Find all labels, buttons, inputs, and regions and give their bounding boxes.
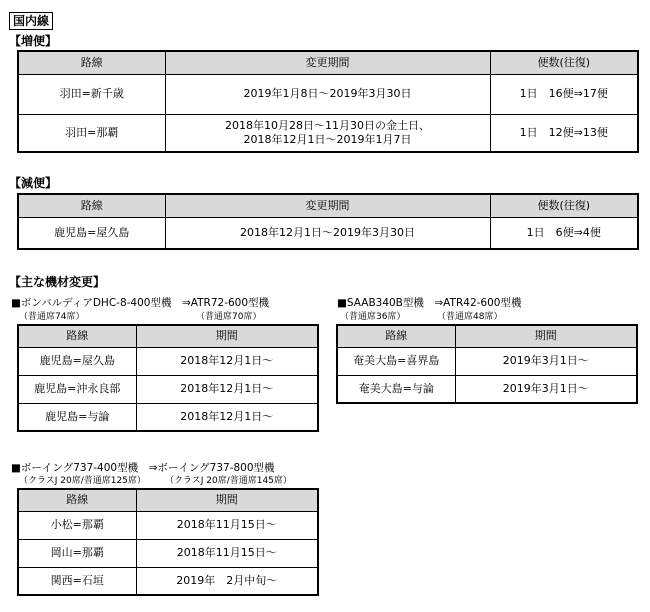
table-row — [18, 539, 318, 567]
route-cell: 鹿児島=屋久島 — [18, 217, 165, 249]
col-header-period: 変更期間 — [165, 194, 490, 217]
route-cell: 奄美大島=喜界島 — [337, 347, 455, 375]
flights-cell: 1日 6便⇒4便 — [490, 217, 638, 249]
table-row — [18, 567, 318, 595]
seats-from: （クラスJ 20席/普通席125席） — [19, 476, 146, 486]
table-header-row — [337, 325, 637, 347]
period-cell: 2019年3月1日～ — [455, 347, 637, 375]
seats-to: （普通席48席） — [437, 312, 503, 322]
table-row — [18, 217, 638, 249]
page-title: 国内線 — [9, 12, 53, 30]
col-header-route: 路線 — [337, 325, 455, 347]
period-cell: 2018年12月1日～ — [136, 403, 318, 431]
period-cell: 2018年11月15日～ — [136, 539, 318, 567]
col-header-route: 路線 — [18, 325, 136, 347]
equipment-table-dhc8 — [17, 324, 319, 432]
table-row — [18, 74, 638, 114]
route-cell: 鹿児島=与論 — [18, 403, 136, 431]
period-cell: 2018年12月1日～2019年3月30日 — [165, 217, 490, 249]
route-cell: 羽田=那覇 — [18, 114, 165, 152]
table-header-row — [18, 489, 318, 511]
period-line: 2018年12月1日～2019年1月7日 — [243, 132, 412, 146]
table-row — [18, 403, 318, 431]
table-row — [18, 511, 318, 539]
flights-cell: 1日 12便⇒13便 — [490, 114, 638, 152]
route-cell: 岡山=那覇 — [18, 539, 136, 567]
table-row — [18, 114, 638, 152]
period-cell: 2018年12月1日～ — [136, 347, 318, 375]
col-header-period: 期間 — [136, 325, 318, 347]
table-row — [337, 347, 637, 375]
equipment-caption: ■ボンバルディアDHC-8-400型機 ⇒ATR72-600型機 — [11, 297, 270, 309]
equipment-caption: ■SAAB340B型機 ⇒ATR42-600型機 — [337, 297, 522, 309]
route-cell: 鹿児島=沖永良部 — [18, 375, 136, 403]
col-header-flights: 便数(往復) — [490, 194, 638, 217]
period-line: 2019年1月8日～2019年3月30日 — [243, 87, 412, 100]
period-cell: 2019年 2月中旬～ — [136, 567, 318, 595]
col-header-route: 路線 — [18, 489, 136, 511]
table-header-row — [18, 51, 638, 74]
col-header-route: 路線 — [18, 194, 165, 217]
equipment-table-saab — [336, 324, 638, 404]
equipment-heading: 【主な機材変更】 — [9, 275, 106, 289]
route-cell: 関西=石垣 — [18, 567, 136, 595]
col-header-period: 期間 — [136, 489, 318, 511]
table-row — [18, 375, 318, 403]
seats-from: （普通席74席） — [19, 312, 85, 322]
period-cell: 2018年11月15日～ — [136, 511, 318, 539]
period-cell — [165, 74, 490, 114]
route-cell: 羽田=新千歳 — [18, 74, 165, 114]
increase-heading: 【増便】 — [9, 34, 58, 48]
seats-to: （普通席70席） — [196, 312, 262, 322]
route-cell: 鹿児島=屋久島 — [18, 347, 136, 375]
table-header-row — [18, 325, 318, 347]
period-cell: 2019年3月1日～ — [455, 375, 637, 403]
col-header-route: 路線 — [18, 51, 165, 74]
seats-to: （クラスJ 20席/普通席145席） — [165, 476, 292, 486]
table-header-row — [18, 194, 638, 217]
equipment-caption: ■ボーイング737-400型機 ⇒ボーイング737-800型機 — [11, 462, 275, 474]
decrease-table — [17, 193, 639, 250]
col-header-period: 変更期間 — [165, 51, 490, 74]
period-cell — [165, 114, 490, 152]
increase-table — [17, 50, 639, 153]
route-cell: 奄美大島=与論 — [337, 375, 455, 403]
col-header-period: 期間 — [455, 325, 637, 347]
table-row — [337, 375, 637, 403]
seats-from: （普通席36席） — [340, 312, 406, 322]
flights-cell: 1日 16便⇒17便 — [490, 74, 638, 114]
col-header-flights: 便数(往復) — [490, 51, 638, 74]
table-row — [18, 347, 318, 375]
decrease-heading: 【減便】 — [9, 176, 58, 190]
route-cell: 小松=那覇 — [18, 511, 136, 539]
equipment-table-b737 — [17, 488, 319, 596]
period-line: 2018年10月28日～11月30日の金土日、 — [225, 118, 430, 132]
period-cell: 2018年12月1日～ — [136, 375, 318, 403]
